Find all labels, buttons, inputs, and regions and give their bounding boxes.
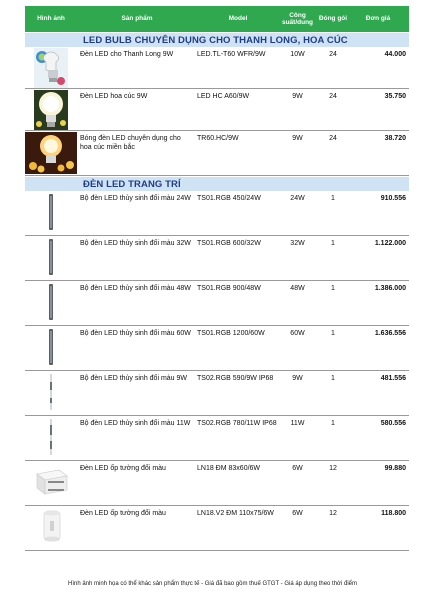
- product-price: 910.556: [380, 195, 406, 202]
- product-model: TS02.RGB 590/9W IP68: [197, 375, 274, 382]
- table-header: [25, 6, 409, 32]
- product-power: 10W: [290, 51, 305, 58]
- bulb-dragonfruit-icon: [34, 48, 68, 88]
- product-name: Bộ đèn LED thủy sinh đổi màu 48W: [80, 285, 191, 292]
- product-model: LN18.V2 ĐM 110x75/6W: [197, 510, 274, 517]
- product-model: TS01.RGB 600/32W: [197, 240, 261, 247]
- wall-light-square-icon: [31, 462, 71, 500]
- product-model: LED HC A60/9W: [197, 93, 250, 100]
- product-pack: 24: [329, 93, 337, 100]
- table-row: [25, 461, 409, 506]
- section-decor-led: [25, 177, 409, 191]
- product-model: LN18 ĐM 83x60/6W: [197, 465, 261, 472]
- header-power: Công suất/dung: [281, 11, 314, 26]
- table-row: [25, 416, 409, 461]
- section-led-bulb: [25, 33, 409, 47]
- product-name: Đèn LED ốp tường đổi màu: [80, 510, 166, 517]
- product-model: TS01.RGB 450/24W: [197, 195, 261, 202]
- product-power: 9W: [292, 93, 303, 100]
- aquarium-wire-icon: [46, 417, 56, 457]
- bulb-chrysanthemum-icon: [34, 90, 68, 130]
- product-pack: 24: [329, 135, 337, 142]
- wall-light-round-icon: [36, 507, 66, 547]
- product-power: 32W: [290, 240, 305, 247]
- product-power: 6W: [292, 465, 303, 472]
- product-pack: 12: [329, 465, 337, 472]
- aquarium-bar-icon: [46, 237, 56, 277]
- product-image: [25, 326, 77, 370]
- table-row: [25, 506, 409, 551]
- product-name: Đèn LED cho Thanh Long 9W: [80, 51, 174, 58]
- product-power: 24W: [290, 195, 305, 202]
- product-image: [25, 236, 77, 280]
- aquarium-bar-icon: [46, 327, 56, 367]
- product-power: 9W: [292, 375, 303, 382]
- header-model: Model: [228, 15, 248, 23]
- product-image: [25, 371, 77, 415]
- product-pack: 1: [331, 375, 335, 382]
- product-price: 38.720: [384, 135, 406, 142]
- product-name: Bộ đèn LED thủy sinh đổi màu 24W: [80, 195, 191, 202]
- product-model: TS01.RGB 900/48W: [197, 285, 261, 292]
- price-table: [25, 6, 409, 551]
- product-pack: 1: [331, 195, 335, 202]
- header-pack: Đóng gói: [318, 15, 348, 23]
- table-row: [25, 89, 409, 131]
- table-row: [25, 326, 409, 371]
- product-price: 1.636.556: [374, 330, 406, 337]
- product-power: 60W: [290, 330, 305, 337]
- product-power: 6W: [292, 510, 303, 517]
- product-model: TS02.RGB 780/11W IP68: [197, 420, 277, 427]
- product-price: 35.750: [384, 93, 406, 100]
- table-row: [25, 281, 409, 326]
- product-pack: 1: [331, 420, 335, 427]
- product-price: 580.556: [380, 420, 406, 427]
- product-name: Bộ đèn LED thủy sinh đổi màu 60W: [80, 330, 191, 337]
- product-pack: 24: [329, 51, 337, 58]
- table-row: [25, 191, 409, 236]
- product-name: Bộ đèn LED thủy sinh đổi màu 11W: [80, 420, 191, 427]
- product-image: [25, 89, 77, 130]
- table-row: [25, 236, 409, 281]
- product-pack: 12: [329, 510, 337, 517]
- product-power: 11W: [290, 420, 305, 427]
- footer-note: Hình ảnh minh họa có thể khác sản phẩm thực tế - Giá đã bao gồm thuế GTGT - Giá áp dụng theo thời điểm: [67, 581, 357, 587]
- product-pack: 1: [331, 285, 335, 292]
- product-model: TS01.RGB 1200/60W: [197, 330, 265, 337]
- product-image: [25, 281, 77, 325]
- table-row: [25, 47, 409, 89]
- aquarium-bar-icon: [46, 282, 56, 322]
- table-row: [25, 131, 409, 176]
- product-name: Đèn LED hoa cúc 9W: [80, 93, 148, 100]
- product-price: 1.386.000: [374, 285, 406, 292]
- aquarium-wire-icon: [46, 372, 56, 412]
- product-image: [25, 461, 77, 505]
- product-price: 99.880: [384, 465, 406, 472]
- bulb-flower-icon: [25, 132, 77, 174]
- product-image: [25, 506, 77, 550]
- product-image: [25, 47, 77, 88]
- header-image: Hình ảnh: [37, 15, 65, 23]
- product-model: TR60.HC/9W: [197, 135, 239, 142]
- header-price: Đơn giá: [365, 15, 391, 23]
- product-price: 44.000: [384, 51, 406, 58]
- product-model: LED.TL-T60 WFR/9W: [197, 51, 266, 58]
- product-power: 48W: [290, 285, 305, 292]
- section-title: LED BULB CHUYÊN DỤNG CHO THANH LONG, HOA CÚC: [83, 34, 348, 46]
- product-name: Bóng đèn LED chuyên dụng cho hoa cúc miền bắc: [80, 135, 181, 151]
- product-image: [25, 131, 77, 175]
- table-row: [25, 371, 409, 416]
- section-title: ĐÈN LED TRANG TRÍ: [83, 178, 181, 190]
- product-image: [25, 191, 77, 235]
- product-pack: 1: [331, 240, 335, 247]
- aquarium-bar-icon: [46, 192, 56, 232]
- product-price: 118.800: [381, 510, 406, 517]
- product-power: 9W: [292, 135, 303, 142]
- product-price: 481.556: [380, 375, 406, 382]
- product-price: 1.122.000: [374, 240, 406, 247]
- product-pack: 1: [331, 330, 335, 337]
- product-name: Đèn LED ốp tường đổi màu: [80, 465, 166, 472]
- product-image: [25, 416, 77, 460]
- header-product: Sản phẩm: [121, 15, 153, 23]
- product-name: Bộ đèn LED thủy sinh đổi màu 9W: [80, 375, 188, 382]
- product-name: Bộ đèn LED thủy sinh đổi màu 32W: [80, 240, 191, 247]
